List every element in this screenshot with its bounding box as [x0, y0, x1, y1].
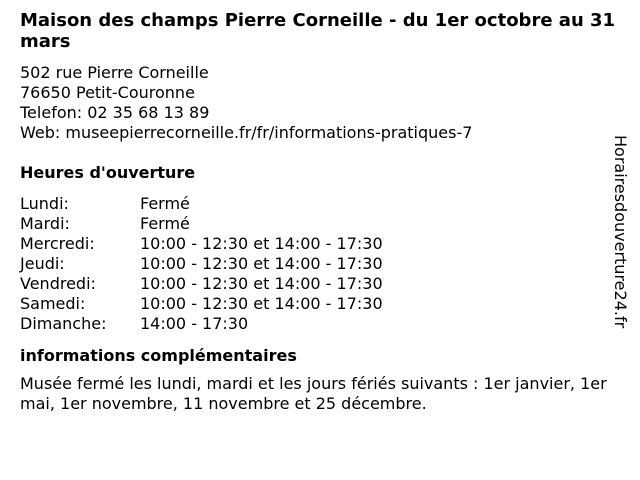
city-address: 76650 Petit-Couronne	[20, 83, 195, 102]
hours-row-friday	[20, 274, 383, 294]
hours-row-sunday	[20, 314, 383, 334]
day-hours: 10:00 - 12:30 et 14:00 - 17:30	[140, 254, 383, 273]
hours-row-wednesday	[20, 234, 383, 254]
hours-row-tuesday	[20, 214, 383, 234]
additional-info-text: Musée fermé les lundi, mardi et les jours fériés suivants : 1er janvier, 1er mai, 1er novembre, 11 novembre et 25 décembre.	[20, 374, 607, 413]
additional-info-heading: informations complémentaires	[20, 346, 297, 365]
day-label: Dimanche:	[20, 314, 107, 333]
hours-row-saturday	[20, 294, 383, 314]
day-hours: Fermé	[140, 194, 190, 213]
day-hours: 14:00 - 17:30	[140, 314, 249, 333]
page-title: Maison des champs Pierre Corneille - du 1er octobre au 31 mars	[20, 10, 616, 52]
website-link[interactable]: Web: museepierrecorneille.fr/fr/informations-pratiques-7	[20, 123, 473, 142]
day-label: Mercredi:	[20, 234, 95, 253]
address-block	[20, 63, 616, 143]
day-label: Samedi:	[20, 294, 86, 313]
day-label: Vendredi:	[20, 274, 96, 293]
hours-heading: Heures d'ouverture	[20, 163, 196, 182]
site-watermark: Horairesdouverture24.fr	[611, 135, 630, 329]
street-address: 502 rue Pierre Corneille	[20, 63, 209, 82]
phone-number: Telefon: 02 35 68 13 89	[20, 103, 210, 122]
day-label: Jeudi:	[20, 254, 65, 273]
day-hours: 10:00 - 12:30 et 14:00 - 17:30	[140, 274, 383, 293]
day-hours: 10:00 - 12:30 et 14:00 - 17:30	[140, 234, 383, 253]
day-hours: 10:00 - 12:30 et 14:00 - 17:30	[140, 294, 383, 313]
hours-row-thursday	[20, 254, 383, 274]
day-hours: Fermé	[140, 214, 190, 233]
day-label: Lundi:	[20, 194, 69, 213]
opening-hours-page	[20, 10, 616, 414]
hours-row-monday	[20, 194, 383, 214]
day-label: Mardi:	[20, 214, 70, 233]
hours-table	[20, 194, 383, 334]
